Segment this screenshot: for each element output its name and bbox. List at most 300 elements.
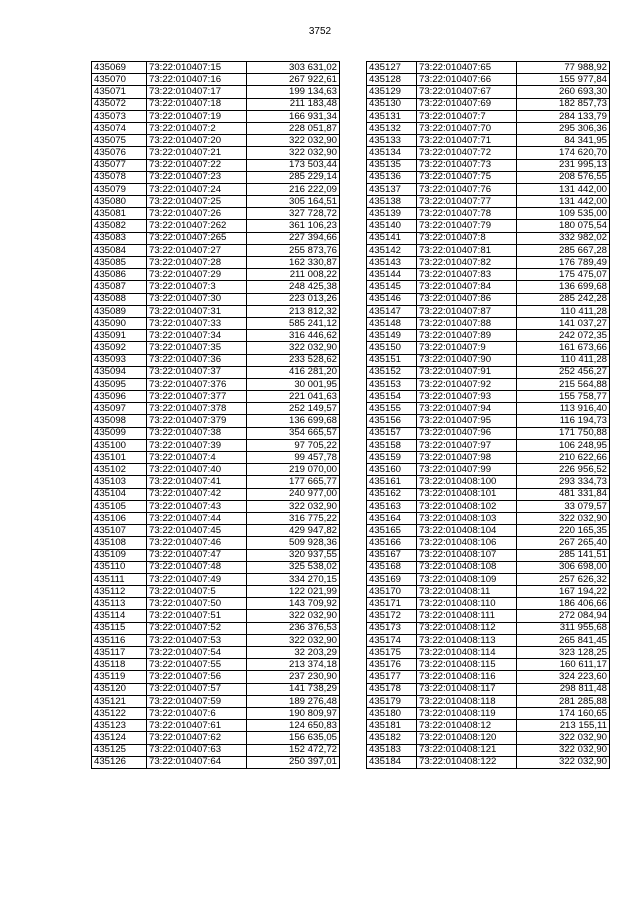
- table-row: [92, 281, 340, 293]
- cadastral-value: 237 230,90: [247, 671, 340, 683]
- row-number: 435122: [92, 707, 147, 719]
- table-row: [92, 586, 340, 598]
- cadastral-value: 267 265,40: [517, 537, 610, 549]
- row-number: 435138: [367, 196, 417, 208]
- cadastral-number: 73:22:010407:78: [417, 208, 517, 220]
- row-number: 435090: [92, 317, 147, 329]
- cadastral-value: 231 995,13: [517, 159, 610, 171]
- cadastral-number: 73:22:010407:79: [417, 220, 517, 232]
- cadastral-number: 73:22:010407:46: [147, 537, 247, 549]
- table-row: [92, 122, 340, 134]
- cadastral-value: 327 728,72: [247, 208, 340, 220]
- cadastral-number: 73:22:010407:2: [147, 122, 247, 134]
- row-number: 435079: [92, 183, 147, 195]
- table-row: [92, 573, 340, 585]
- table-row: [92, 488, 340, 500]
- cadastral-number: 73:22:010408:108: [417, 561, 517, 573]
- table-row: [367, 196, 610, 208]
- cadastral-value: 285 667,28: [517, 244, 610, 256]
- row-number: 435125: [92, 744, 147, 756]
- cadastral-number: 73:22:010407:98: [417, 452, 517, 464]
- row-number: 435104: [92, 488, 147, 500]
- table-row: [367, 317, 610, 329]
- cadastral-number: 73:22:010408:112: [417, 622, 517, 634]
- row-number: 435134: [367, 147, 417, 159]
- row-number: 435078: [92, 171, 147, 183]
- row-number: 435080: [92, 196, 147, 208]
- cadastral-number: 73:22:010407:97: [417, 439, 517, 451]
- cadastral-number: 73:22:010407:65: [417, 62, 517, 74]
- table-row: [367, 62, 610, 74]
- cadastral-value: 305 164,51: [247, 196, 340, 208]
- cadastral-value: 361 106,23: [247, 220, 340, 232]
- cadastral-number: 73:22:010407:19: [147, 110, 247, 122]
- table-row: [367, 561, 610, 573]
- cadastral-number: 73:22:010407:28: [147, 257, 247, 269]
- table-row: [92, 744, 340, 756]
- cadastral-value: 190 809,97: [247, 707, 340, 719]
- table-row: [367, 74, 610, 86]
- cadastral-number: 73:22:010408:121: [417, 744, 517, 756]
- right-register-table: [366, 61, 610, 769]
- cadastral-value: 322 032,90: [517, 732, 610, 744]
- cadastral-number: 73:22:010407:95: [417, 415, 517, 427]
- row-number: 435091: [92, 330, 147, 342]
- row-number: 435103: [92, 476, 147, 488]
- table-row: [367, 415, 610, 427]
- row-number: 435074: [92, 122, 147, 134]
- cadastral-number: 73:22:010408:110: [417, 598, 517, 610]
- table-row: [367, 305, 610, 317]
- cadastral-number: 73:22:010407:377: [147, 391, 247, 403]
- row-number: 435170: [367, 586, 417, 598]
- table-row: [367, 269, 610, 281]
- cadastral-number: 73:22:010407:62: [147, 732, 247, 744]
- row-number: 435072: [92, 98, 147, 110]
- row-number: 435116: [92, 634, 147, 646]
- table-row: [367, 744, 610, 756]
- cadastral-value: 429 947,82: [247, 525, 340, 537]
- cadastral-value: 323 128,25: [517, 647, 610, 659]
- table-row: [92, 720, 340, 732]
- cadastral-number: 73:22:010407:96: [417, 427, 517, 439]
- table-row: [92, 549, 340, 561]
- table-row: [367, 695, 610, 707]
- cadastral-value: 298 811,48: [517, 683, 610, 695]
- table-row: [92, 561, 340, 573]
- row-number: 435100: [92, 439, 147, 451]
- cadastral-number: 73:22:010407:88: [417, 317, 517, 329]
- cadastral-number: 73:22:010407:90: [417, 354, 517, 366]
- table-row: [92, 62, 340, 74]
- cadastral-value: 211 008,22: [247, 269, 340, 281]
- row-number: 435127: [367, 62, 417, 74]
- table-row: [92, 439, 340, 451]
- cadastral-value: 220 165,35: [517, 525, 610, 537]
- row-number: 435181: [367, 720, 417, 732]
- row-number: 435114: [92, 610, 147, 622]
- cadastral-value: 303 631,02: [247, 62, 340, 74]
- row-number: 435095: [92, 378, 147, 390]
- table-row: [92, 415, 340, 427]
- row-number: 435142: [367, 244, 417, 256]
- table-row: [367, 439, 610, 451]
- cadastral-number: 73:22:010407:92: [417, 378, 517, 390]
- table-row: [92, 452, 340, 464]
- cadastral-value: 285 229,14: [247, 171, 340, 183]
- cadastral-value: 110 411,28: [517, 354, 610, 366]
- cadastral-value: 481 331,84: [517, 488, 610, 500]
- row-number: 435132: [367, 122, 417, 134]
- table-row: [92, 756, 340, 768]
- table-row: [367, 659, 610, 671]
- cadastral-number: 73:22:010407:63: [147, 744, 247, 756]
- cadastral-number: 73:22:010408:101: [417, 488, 517, 500]
- row-number: 435076: [92, 147, 147, 159]
- table-row: [367, 610, 610, 622]
- cadastral-number: 73:22:010407:26: [147, 208, 247, 220]
- cadastral-number: 73:22:010408:118: [417, 695, 517, 707]
- cadastral-number: 73:22:010407:73: [417, 159, 517, 171]
- table-row: [92, 659, 340, 671]
- cadastral-value: 180 075,54: [517, 220, 610, 232]
- cadastral-value: 320 937,55: [247, 549, 340, 561]
- row-number: 435115: [92, 622, 147, 634]
- cadastral-value: 136 699,68: [247, 415, 340, 427]
- row-number: 435084: [92, 244, 147, 256]
- cadastral-value: 226 956,52: [517, 464, 610, 476]
- cadastral-number: 73:22:010407:43: [147, 500, 247, 512]
- cadastral-number: 73:22:010407:379: [147, 415, 247, 427]
- row-number: 435169: [367, 573, 417, 585]
- cadastral-number: 73:22:010407:47: [147, 549, 247, 561]
- row-number: 435121: [92, 695, 147, 707]
- row-number: 435165: [367, 525, 417, 537]
- row-number: 435172: [367, 610, 417, 622]
- table-row: [367, 573, 610, 585]
- table-row: [367, 634, 610, 646]
- table-row: [92, 647, 340, 659]
- cadastral-value: 322 032,90: [517, 744, 610, 756]
- table-row: [367, 537, 610, 549]
- row-number: 435135: [367, 159, 417, 171]
- cadastral-number: 73:22:010407:61: [147, 720, 247, 732]
- row-number: 435171: [367, 598, 417, 610]
- row-number: 435156: [367, 415, 417, 427]
- cadastral-number: 73:22:010407:83: [417, 269, 517, 281]
- row-number: 435071: [92, 86, 147, 98]
- table-row: [92, 378, 340, 390]
- cadastral-number: 73:22:010407:18: [147, 98, 247, 110]
- cadastral-value: 250 397,01: [247, 756, 340, 768]
- cadastral-value: 182 857,73: [517, 98, 610, 110]
- cadastral-number: 73:22:010407:44: [147, 512, 247, 524]
- cadastral-value: 136 699,68: [517, 281, 610, 293]
- table-row: [92, 110, 340, 122]
- table-row: [367, 647, 610, 659]
- cadastral-value: 227 394,66: [247, 232, 340, 244]
- cadastral-value: 281 285,88: [517, 695, 610, 707]
- cadastral-value: 306 698,00: [517, 561, 610, 573]
- table-row: [367, 598, 610, 610]
- cadastral-number: 73:22:010407:9: [417, 342, 517, 354]
- cadastral-value: 316 446,62: [247, 330, 340, 342]
- row-number: 435150: [367, 342, 417, 354]
- table-row: [92, 634, 340, 646]
- row-number: 435117: [92, 647, 147, 659]
- cadastral-number: 73:22:010407:53: [147, 634, 247, 646]
- row-number: 435166: [367, 537, 417, 549]
- row-number: 435180: [367, 707, 417, 719]
- table-row: [367, 427, 610, 439]
- table-row: [367, 525, 610, 537]
- table-row: [367, 549, 610, 561]
- cadastral-value: 322 032,90: [247, 500, 340, 512]
- table-row: [367, 500, 610, 512]
- row-number: 435178: [367, 683, 417, 695]
- row-number: 435143: [367, 257, 417, 269]
- cadastral-number: 73:22:010407:265: [147, 232, 247, 244]
- cadastral-value: 162 330,87: [247, 257, 340, 269]
- cadastral-value: 141 738,29: [247, 683, 340, 695]
- cadastral-value: 293 334,73: [517, 476, 610, 488]
- cadastral-value: 177 665,77: [247, 476, 340, 488]
- cadastral-number: 73:22:010407:42: [147, 488, 247, 500]
- cadastral-value: 324 223,60: [517, 671, 610, 683]
- cadastral-value: 167 194,22: [517, 586, 610, 598]
- cadastral-number: 73:22:010407:50: [147, 598, 247, 610]
- cadastral-number: 73:22:010407:15: [147, 62, 247, 74]
- cadastral-value: 285 242,28: [517, 293, 610, 305]
- table-row: [92, 183, 340, 195]
- row-number: 435101: [92, 452, 147, 464]
- row-number: 435154: [367, 391, 417, 403]
- cadastral-number: 73:22:010408:102: [417, 500, 517, 512]
- row-number: 435148: [367, 317, 417, 329]
- table-row: [367, 159, 610, 171]
- cadastral-value: 189 276,48: [247, 695, 340, 707]
- cadastral-number: 73:22:010407:64: [147, 756, 247, 768]
- cadastral-value: 213 155,11: [517, 720, 610, 732]
- table-row: [92, 269, 340, 281]
- table-row: [92, 208, 340, 220]
- row-number: 435146: [367, 293, 417, 305]
- cadastral-value: 257 626,32: [517, 573, 610, 585]
- table-row: [367, 476, 610, 488]
- cadastral-value: 267 922,61: [247, 74, 340, 86]
- cadastral-number: 73:22:010407:70: [417, 122, 517, 134]
- cadastral-value: 295 306,36: [517, 122, 610, 134]
- cadastral-value: 199 134,63: [247, 86, 340, 98]
- table-row: [367, 512, 610, 524]
- left-register-table: [91, 61, 340, 769]
- cadastral-number: 73:22:010407:262: [147, 220, 247, 232]
- cadastral-number: 73:22:010408:12: [417, 720, 517, 732]
- cadastral-number: 73:22:010407:59: [147, 695, 247, 707]
- table-row: [92, 427, 340, 439]
- table-row: [92, 159, 340, 171]
- cadastral-number: 73:22:010407:30: [147, 293, 247, 305]
- row-number: 435167: [367, 549, 417, 561]
- table-row: [92, 732, 340, 744]
- row-number: 435126: [92, 756, 147, 768]
- cadastral-value: 219 070,00: [247, 464, 340, 476]
- cadastral-number: 73:22:010407:29: [147, 269, 247, 281]
- cadastral-value: 248 425,38: [247, 281, 340, 293]
- row-number: 435086: [92, 269, 147, 281]
- cadastral-value: 260 693,30: [517, 86, 610, 98]
- cadastral-number: 73:22:010407:35: [147, 342, 247, 354]
- table-row: [367, 135, 610, 147]
- table-row: [92, 476, 340, 488]
- table-row: [92, 622, 340, 634]
- cadastral-number: 73:22:010407:33: [147, 317, 247, 329]
- row-number: 435124: [92, 732, 147, 744]
- table-row: [92, 147, 340, 159]
- table-row: [367, 86, 610, 98]
- row-number: 435098: [92, 415, 147, 427]
- table-row: [367, 147, 610, 159]
- cadastral-value: 124 650,83: [247, 720, 340, 732]
- cadastral-value: 316 775,22: [247, 512, 340, 524]
- cadastral-number: 73:22:010407:71: [417, 135, 517, 147]
- cadastral-value: 285 141,51: [517, 549, 610, 561]
- cadastral-number: 73:22:010407:82: [417, 257, 517, 269]
- cadastral-value: 208 576,55: [517, 171, 610, 183]
- cadastral-number: 73:22:010407:376: [147, 378, 247, 390]
- cadastral-value: 252 456,27: [517, 366, 610, 378]
- cadastral-value: 173 503,44: [247, 159, 340, 171]
- cadastral-value: 255 873,76: [247, 244, 340, 256]
- cadastral-number: 73:22:010407:4: [147, 452, 247, 464]
- cadastral-number: 73:22:010408:111: [417, 610, 517, 622]
- cadastral-number: 73:22:010407:31: [147, 305, 247, 317]
- table-row: [92, 512, 340, 524]
- row-number: 435164: [367, 512, 417, 524]
- row-number: 435176: [367, 659, 417, 671]
- table-row: [92, 537, 340, 549]
- page-number: 3752: [308, 26, 332, 37]
- cadastral-value: 233 528,62: [247, 354, 340, 366]
- cadastral-value: 171 750,88: [517, 427, 610, 439]
- cadastral-value: 210 622,66: [517, 452, 610, 464]
- cadastral-value: 211 183,48: [247, 98, 340, 110]
- cadastral-number: 73:22:010407:54: [147, 647, 247, 659]
- table-row: [367, 683, 610, 695]
- cadastral-number: 73:22:010408:103: [417, 512, 517, 524]
- row-number: 435105: [92, 500, 147, 512]
- cadastral-number: 73:22:010407:39: [147, 439, 247, 451]
- table-row: [92, 598, 340, 610]
- cadastral-number: 73:22:010407:21: [147, 147, 247, 159]
- row-number: 435077: [92, 159, 147, 171]
- table-row: [367, 354, 610, 366]
- row-number: 435174: [367, 634, 417, 646]
- cadastral-number: 73:22:010407:76: [417, 183, 517, 195]
- cadastral-value: 131 442,00: [517, 183, 610, 195]
- cadastral-value: 166 931,34: [247, 110, 340, 122]
- cadastral-number: 73:22:010407:56: [147, 671, 247, 683]
- cadastral-value: 143 709,92: [247, 598, 340, 610]
- cadastral-value: 242 072,35: [517, 330, 610, 342]
- table-row: [92, 403, 340, 415]
- row-number: 435130: [367, 98, 417, 110]
- table-row: [92, 610, 340, 622]
- cadastral-value: 161 673,66: [517, 342, 610, 354]
- cadastral-number: 73:22:010407:27: [147, 244, 247, 256]
- cadastral-number: 73:22:010407:75: [417, 171, 517, 183]
- row-number: 435184: [367, 756, 417, 768]
- table-row: [92, 305, 340, 317]
- row-number: 435173: [367, 622, 417, 634]
- cadastral-value: 116 194,73: [517, 415, 610, 427]
- cadastral-value: 252 149,57: [247, 403, 340, 415]
- cadastral-value: 228 051,87: [247, 122, 340, 134]
- table-row: [367, 281, 610, 293]
- cadastral-number: 73:22:010407:77: [417, 196, 517, 208]
- cadastral-number: 73:22:010407:72: [417, 147, 517, 159]
- table-row: [367, 244, 610, 256]
- cadastral-number: 73:22:010408:115: [417, 659, 517, 671]
- cadastral-value: 155 977,84: [517, 74, 610, 86]
- row-number: 435083: [92, 232, 147, 244]
- row-number: 435145: [367, 281, 417, 293]
- table-row: [367, 342, 610, 354]
- cadastral-value: 174 620,70: [517, 147, 610, 159]
- cadastral-value: 33 079,57: [517, 500, 610, 512]
- cadastral-value: 509 928,36: [247, 537, 340, 549]
- cadastral-number: 73:22:010407:93: [417, 391, 517, 403]
- cadastral-value: 113 916,40: [517, 403, 610, 415]
- table-row: [92, 354, 340, 366]
- cadastral-number: 73:22:010407:36: [147, 354, 247, 366]
- row-number: 435094: [92, 366, 147, 378]
- table-row: [367, 378, 610, 390]
- cadastral-number: 73:22:010408:104: [417, 525, 517, 537]
- cadastral-value: 215 564,88: [517, 378, 610, 390]
- cadastral-value: 97 705,22: [247, 439, 340, 451]
- table-row: [92, 220, 340, 232]
- cadastral-value: 77 988,92: [517, 62, 610, 74]
- cadastral-value: 272 084,94: [517, 610, 610, 622]
- row-number: 435113: [92, 598, 147, 610]
- table-row: [367, 488, 610, 500]
- table-row: [92, 342, 340, 354]
- table-row: [367, 671, 610, 683]
- cadastral-number: 73:22:010407:67: [417, 86, 517, 98]
- cadastral-number: 73:22:010407:66: [417, 74, 517, 86]
- cadastral-number: 73:22:010407:52: [147, 622, 247, 634]
- table-row: [367, 622, 610, 634]
- row-number: 435158: [367, 439, 417, 451]
- cadastral-number: 73:22:010407:6: [147, 707, 247, 719]
- cadastral-number: 73:22:010407:55: [147, 659, 247, 671]
- table-row: [92, 500, 340, 512]
- table-row: [367, 403, 610, 415]
- cadastral-number: 73:22:010407:45: [147, 525, 247, 537]
- table-row: [367, 257, 610, 269]
- row-number: 435111: [92, 573, 147, 585]
- cadastral-value: 354 665,57: [247, 427, 340, 439]
- cadastral-number: 73:22:010407:7: [417, 110, 517, 122]
- table-row: [92, 695, 340, 707]
- cadastral-number: 73:22:010407:37: [147, 366, 247, 378]
- cadastral-number: 73:22:010408:114: [417, 647, 517, 659]
- table-row: [367, 183, 610, 195]
- row-number: 435073: [92, 110, 147, 122]
- row-number: 435087: [92, 281, 147, 293]
- row-number: 435149: [367, 330, 417, 342]
